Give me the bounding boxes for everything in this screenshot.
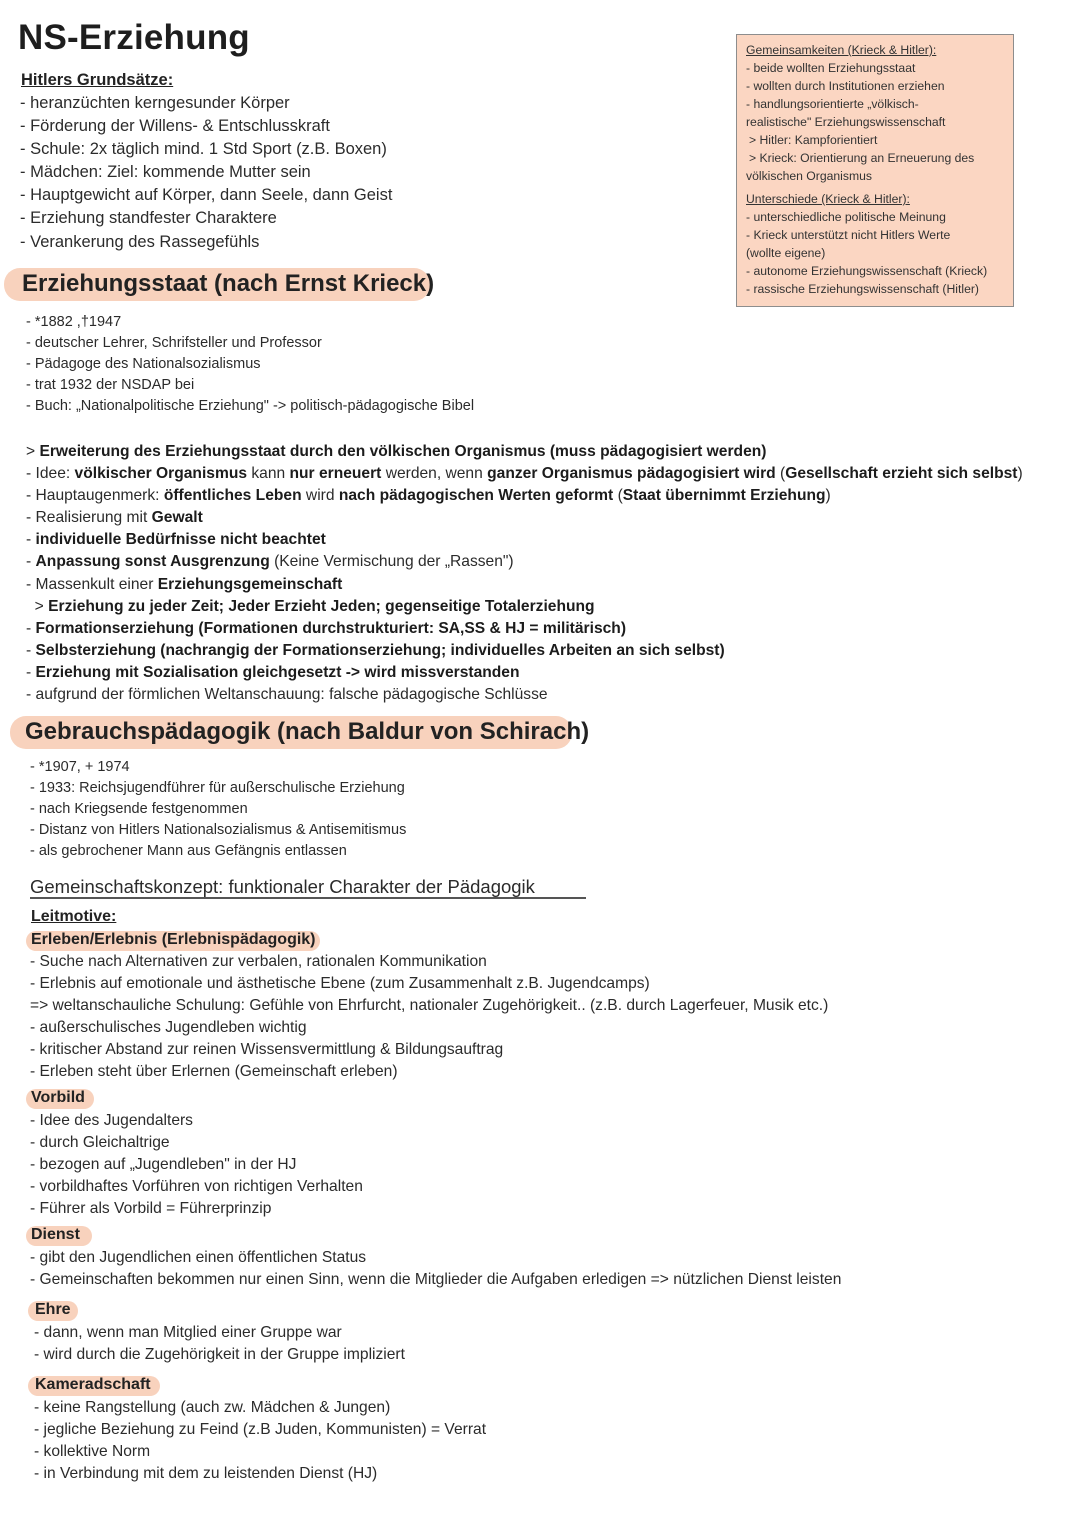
erleben-label: Erleben/Erlebnis (Erlebnispädagogik) [31,931,316,948]
list-item: - Hauptgewicht auf Körper, dann Seele, dann Geist [20,184,392,207]
list-item: - Distanz von Hitlers Nationalsozialismus & Antisemitismus [30,820,406,841]
box-line: - rassische Erziehungswissenschaft (Hitler) [746,282,979,296]
vorbild-label: Vorbild [31,1089,85,1106]
list-item: - Idee: völkischer Organismus kann nur erneuert werden, wenn ganzer Organismus pädagogisiert wird (Gesellschaft erzieht sich selbst) [26,463,1023,485]
list-item: - gibt den Jugendlichen einen öffentlichen Status [30,1247,841,1269]
box-line: - unterschiedliche politische Meinung [746,210,946,224]
schirach-heading: Gebrauchspädagogik (nach Baldur von Schirach) [25,718,590,745]
list-item: - *1882 ,†1947 [26,312,474,333]
schirach-bio-list [30,757,406,862]
list-item: - keine Rangstellung (auch zw. Mädchen & Jungen) [34,1397,486,1419]
krieck-bio-list [26,312,474,417]
page-title: NS-Erziehung [18,18,250,57]
leitmotive-heading: Leitmotive: [31,908,117,925]
list-item: - kollektive Norm [34,1441,486,1463]
list-item: - individuelle Bedürfnisse nicht beachtet [26,529,1023,551]
gemeinschaftskonzept-heading: Gemeinschaftskonzept: funktionaler Charakter der Pädagogik [30,876,535,897]
vorbild-list [30,1110,363,1220]
list-item: - durch Gleichaltrige [30,1132,363,1154]
list-item: - Formationserziehung (Formationen durchstrukturiert: SA,SS & HJ = militärisch) [26,618,1023,640]
list-item: - Anpassung sonst Ausgrenzung (Keine Vermischung der „Rassen") [26,551,1023,573]
list-item: - Förderung der Willens- & Entschlusskraft [20,115,392,138]
gemeinsamkeiten-heading: Gemeinsamkeiten (Krieck & Hitler): [746,43,937,57]
list-item: - Schule: 2x täglich mind. 1 Std Sport (z.B. Boxen) [20,138,392,161]
list-item: - Verankerung des Rassegefühls [20,231,392,254]
list-item: - aufgrund der förmlichen Weltanschauung: falsche pädagogische Schlüsse [26,684,1023,706]
dienst-label: Dienst [31,1226,80,1243]
list-item: - Gemeinschaften bekommen nur einen Sinn, wenn die Mitglieder die Aufgaben erledigen => nützlichen Dienst leisten [30,1269,841,1291]
box-line: - handlungsorientierte „völkisch- [746,97,919,111]
list-item: - nach Kriegsende festgenommen [30,799,406,820]
list-item: - bezogen auf „Jugendleben" in der HJ [30,1154,363,1176]
list-item: - dann, wenn man Mitglied einer Gruppe war [34,1322,405,1344]
erleben-list [30,951,828,1083]
list-item: - Pädagoge des Nationalsozialismus [26,354,474,375]
box-line: - wollten durch Institutionen erziehen [746,79,945,93]
list-item: - jegliche Beziehung zu Feind (z.B Juden, Kommunisten) = Verrat [34,1419,486,1441]
box-line: realistische" Erziehungswissenschaft [746,115,946,129]
unterschiede-heading: Unterschiede (Krieck & Hitler): [746,192,910,206]
list-item: - Erziehung standfester Charaktere [20,207,392,230]
list-item: - Selbsterziehung (nachrangig der Formationserziehung; individuelles Arbeiten an sich selbst) [26,640,1023,662]
list-item: - vorbildhaftes Vorführen von richtigen Verhalten [30,1176,363,1198]
list-item: - Mädchen: Ziel: kommende Mutter sein [20,161,392,184]
list-item: - in Verbindung mit dem zu leistenden Dienst (HJ) [34,1463,486,1485]
list-item: - *1907, + 1974 [30,757,406,778]
list-item: - Buch: „Nationalpolitische Erziehung" -> politisch-pädagogische Bibel [26,396,474,417]
list-item: > Erziehung zu jeder Zeit; Jeder Erzieht Jeden; gegenseitige Totalerziehung [26,596,1023,618]
list-item: - trat 1932 der NSDAP bei [26,375,474,396]
ehre-list [34,1322,405,1366]
kameradschaft-label: Kameradschaft [35,1376,151,1393]
box-line: (wollte eigene) [746,246,826,260]
grundsaetze-heading: Hitlers Grundsätze: [21,71,174,89]
list-item: - Hauptaugenmerk: öffentliches Leben wird nach pädagogischen Werten geformt (Staat übernimmt Erziehung) [26,485,1023,507]
subheading-underline [30,897,586,899]
list-item: - 1933: Reichsjugendführer für außerschulische Erziehung [30,778,406,799]
list-item: - Erziehung mit Sozialisation gleichgesetzt -> wird missverstanden [26,662,1023,684]
dienst-list [30,1247,841,1291]
ehre-label: Ehre [35,1301,71,1318]
list-item: - Suche nach Alternativen zur verbalen, rationalen Kommunikation [30,951,828,973]
box-line: - beide wollten Erziehungsstaat [746,61,916,75]
list-item: => weltanschauliche Schulung: Gefühle von Ehrfurcht, nationaler Zugehörigkeit.. (z.B. durch Lagerfeuer, Musik etc.) [30,997,829,1014]
list-item: - Massenkult einer Erziehungsgemeinschaft [26,574,1023,596]
list-item: - heranzüchten kerngesunder Körper [20,92,392,115]
box-line: völkischen Organismus [746,169,872,183]
list-item: > Erweiterung des Erziehungsstaat durch den völkischen Organismus (muss pädagogisiert werden) [26,441,1023,463]
box-line: - autonome Erziehungswissenschaft (Krieck) [746,264,988,278]
list-item: - kritischer Abstand zur reinen Wissensvermittlung & Bildungsauftrag [30,1039,828,1061]
list-item: - Erleben steht über Erlernen (Gemeinschaft erleben) [30,1061,828,1083]
list-item: - Erlebnis auf emotionale und ästhetische Ebene (zum Zusammenhalt z.B. Jugendcamps) [30,973,828,995]
krieck-heading: Erziehungsstaat (nach Ernst Krieck) [22,270,435,297]
kameradschaft-list [34,1397,486,1485]
list-item: - außerschulisches Jugendleben wichtig [30,1017,828,1039]
box-line: - Krieck unterstützt nicht Hitlers Werte [746,228,951,242]
krieck-details-list [26,441,1023,706]
comparison-box [736,34,1014,307]
list-item: - deutscher Lehrer, Schrifsteller und Professor [26,333,474,354]
list-item: - Führer als Vorbild = Führerprinzip [30,1198,363,1220]
list-item: - als gebrochener Mann aus Gefängnis entlassen [30,841,406,862]
list-item: - Idee des Jugendalters [30,1110,363,1132]
list-item: - wird durch die Zugehörigkeit in der Gruppe impliziert [34,1344,405,1366]
box-line: > Hitler: Kampforientiert [749,133,878,147]
list-item: - Realisierung mit Gewalt [26,507,1023,529]
box-line: > Krieck: Orientierung an Erneuerung des [749,151,975,165]
grundsaetze-list [20,92,392,254]
